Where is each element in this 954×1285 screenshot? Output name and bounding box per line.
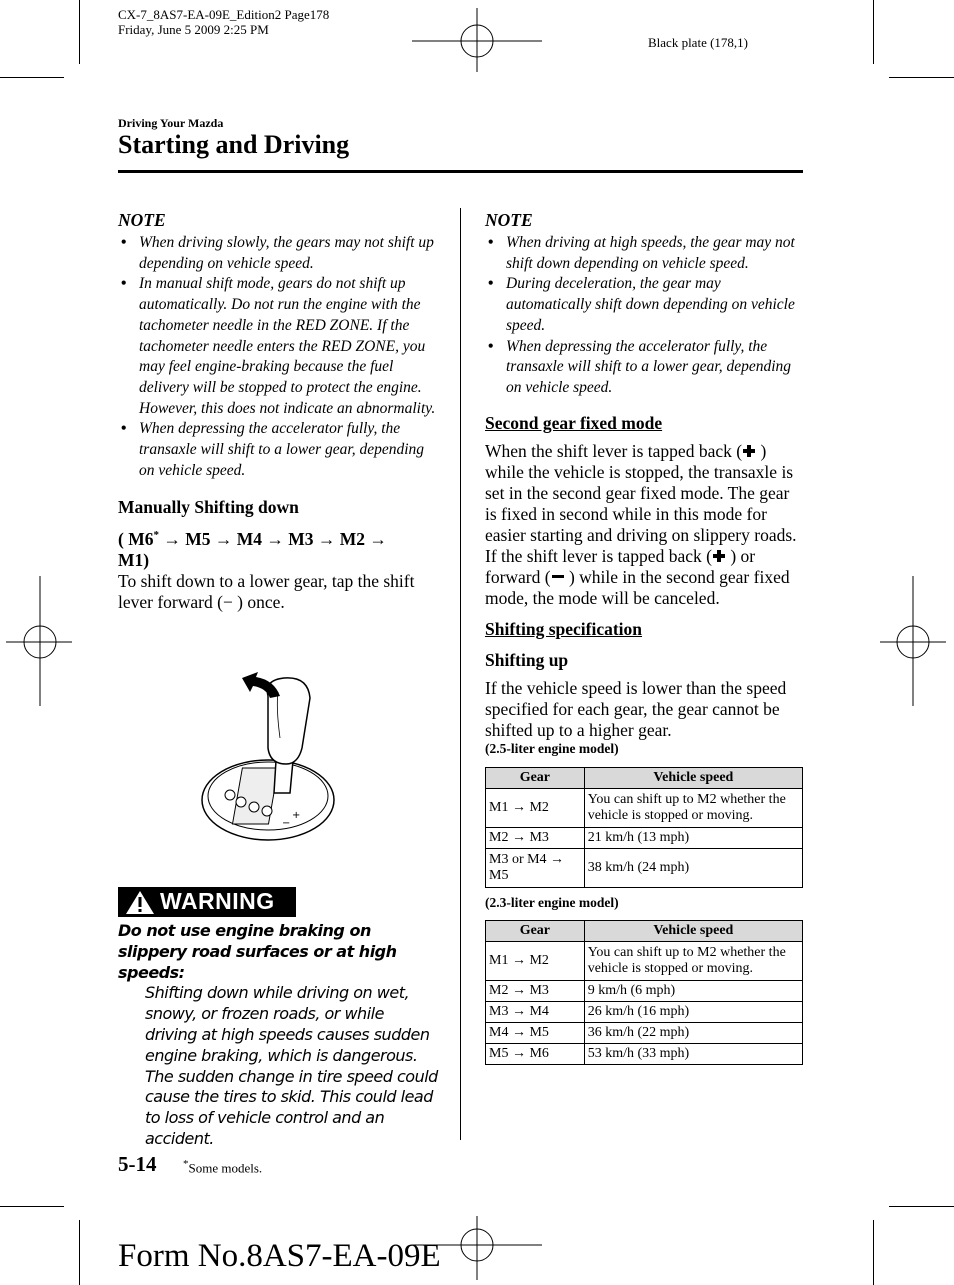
list-item: • When driving at high speeds, the gear may not shift down depending on vehicle speed. xyxy=(485,233,803,274)
table-cell: M2 → M3 xyxy=(486,981,585,1002)
print-header xyxy=(118,7,329,37)
table-row xyxy=(486,1023,803,1044)
shift-down-heading: Manually Shifting down xyxy=(118,497,299,518)
print-header-line1: CX-7_8AS7-EA-09E_Edition2 Page178 xyxy=(118,7,330,22)
table1-header-gear: Gear xyxy=(486,768,585,789)
plus-icon xyxy=(742,444,756,458)
registration-target-top xyxy=(412,8,542,72)
registration-target-right xyxy=(880,576,946,706)
registration-target-left xyxy=(6,576,72,706)
table-row xyxy=(486,942,803,981)
list-item: • When depressing the accelerator fully, the transaxle will shift to a lower gear, depending on vehicle speed. xyxy=(118,419,440,481)
second-gear-p4: ) while in the second gear fixed mode, the mode will be canceled. xyxy=(485,566,790,608)
table-cell: M2 → M3 xyxy=(486,828,585,849)
warning-triangle-icon xyxy=(125,890,155,915)
page-title: Starting and Driving xyxy=(118,130,350,159)
table-row xyxy=(486,828,803,849)
second-gear-heading: Second gear fixed mode xyxy=(485,412,663,433)
list-item: • During deceleration, the gear may automatically shift down depending on vehicle speed. xyxy=(485,274,803,336)
left-note-list xyxy=(118,233,440,481)
footnote-text: Some models. xyxy=(188,1160,263,1176)
second-gear-p1: When the shift lever is tapped back ( xyxy=(485,440,743,461)
second-gear-text xyxy=(485,441,803,609)
table-row xyxy=(486,981,803,1002)
column-divider xyxy=(460,208,461,1140)
shift-up-heading: Shifting up xyxy=(485,649,569,670)
footnote-star: * xyxy=(183,1158,189,1170)
table-row xyxy=(486,1002,803,1023)
table1-header-speed: Vehicle speed xyxy=(584,768,802,789)
list-item: • When depressing the accelerator fully, the transaxle will shift to a lower gear, depending on vehicle speed. xyxy=(485,337,803,399)
form-number: Form No.8AS7-EA-09E xyxy=(118,1238,441,1274)
table-cell: 53 km/h (33 mph) xyxy=(584,1044,802,1065)
table-cell: M5 → M6 xyxy=(486,1044,585,1065)
table-cell: 26 km/h (16 mph) xyxy=(584,1002,802,1023)
right-note-list xyxy=(485,233,803,399)
table-cell: You can shift up to M2 whether the vehicle is stopped or moving. xyxy=(584,942,802,981)
table-cell: M3 or M4 → M5 xyxy=(486,849,585,888)
table1-label: (2.5-liter engine model) xyxy=(485,741,619,756)
table-cell: M4 → M5 xyxy=(486,1023,585,1044)
shift-lever-illustration xyxy=(198,668,358,843)
table2-header-gear: Gear xyxy=(486,921,585,942)
print-header-line2: Friday, June 5 2009 2:25 PM xyxy=(118,22,269,37)
second-gear-p2: ) while the vehicle is stopped, the transaxle is set in the second gear fixed mode. The gear is fixed in second while in this mode for easier starting and driving on slippery roads. If the shift lever is tapped back ( xyxy=(485,440,797,566)
table2-label: (2.3-liter engine model) xyxy=(485,895,619,910)
table-row xyxy=(486,1044,803,1065)
table-row xyxy=(486,789,803,828)
page-number: 5-14 xyxy=(118,1152,157,1176)
shift-down-seq-b: → M5 → M4 → M3 → M2 → xyxy=(158,529,387,550)
shift-up-text: If the vehicle speed is lower than the speed specified for each gear, the gear cannot be shifted up to a higher gear. xyxy=(485,677,787,740)
spec-heading: Shifting specification xyxy=(485,618,643,639)
warning-lead: Do not use engine braking on slippery road surfaces or at high speeds: xyxy=(118,921,397,982)
plate-label: Black plate (178,1) xyxy=(648,35,748,50)
title-rule xyxy=(118,170,803,173)
table-cell: You can shift up to M2 whether the vehicle is stopped or moving. xyxy=(584,789,802,828)
shift-down-text: To shift down to a lower gear, tap the shift lever forward (− ) once. xyxy=(118,571,415,613)
table-cell: 38 km/h (24 mph) xyxy=(584,849,802,888)
shift-down-seq-c: M1) xyxy=(118,550,150,571)
left-column xyxy=(118,210,440,613)
table-cell: M3 → M4 xyxy=(486,1002,585,1023)
plus-icon xyxy=(712,549,726,563)
list-item: • In manual shift mode, gears do not shift up automatically. Do not run the engine with the tachometer needle in the RED ZONE. If the tachometer needle enters the RED ZONE, you may feel engine-braking because the fuel delivery will be stopped to protect the engine. However, this does not indicate an abnormality. xyxy=(118,274,440,419)
section-label: Driving Your Mazda xyxy=(118,116,224,130)
table-cell: 9 km/h (6 mph) xyxy=(584,981,802,1002)
warning-text xyxy=(118,921,438,1150)
table2-header-speed: Vehicle speed xyxy=(584,921,802,942)
left-note-heading: NOTE xyxy=(118,210,166,230)
lever-plus-label: + xyxy=(292,810,301,821)
warning-body: Shifting down while driving on wet, snowy, or frozen roads, or while driving at high speeds causes sudden engine braking, which is dangerous. The sudden change in tire speed could cause the tires to skid. This could lead to loss of vehicle control and an accident. xyxy=(145,983,438,1148)
footnote xyxy=(183,1158,262,1176)
table-cell: M1 → M2 xyxy=(486,789,585,828)
warning-label: WARNING xyxy=(160,888,275,914)
lever-minus-label: − xyxy=(282,818,291,829)
warning-banner xyxy=(118,887,296,917)
table1 xyxy=(485,767,803,888)
right-note-heading: NOTE xyxy=(485,210,533,230)
shift-down-seq-a: ( M6 xyxy=(118,529,154,550)
table-cell: M1 → M2 xyxy=(486,942,585,981)
table2 xyxy=(485,920,803,1065)
second-gear-p3: ) or forward ( xyxy=(485,545,756,587)
list-item: • When driving slowly, the gears may not shift up depending on vehicle speed. xyxy=(118,233,440,274)
table-cell: 36 km/h (22 mph) xyxy=(584,1023,802,1044)
table-row xyxy=(486,849,803,888)
table-cell: 21 km/h (13 mph) xyxy=(584,828,802,849)
some-models-star: * xyxy=(153,529,159,542)
minus-icon xyxy=(551,570,565,584)
right-column xyxy=(485,210,803,741)
shift-down-sequence xyxy=(118,525,440,571)
